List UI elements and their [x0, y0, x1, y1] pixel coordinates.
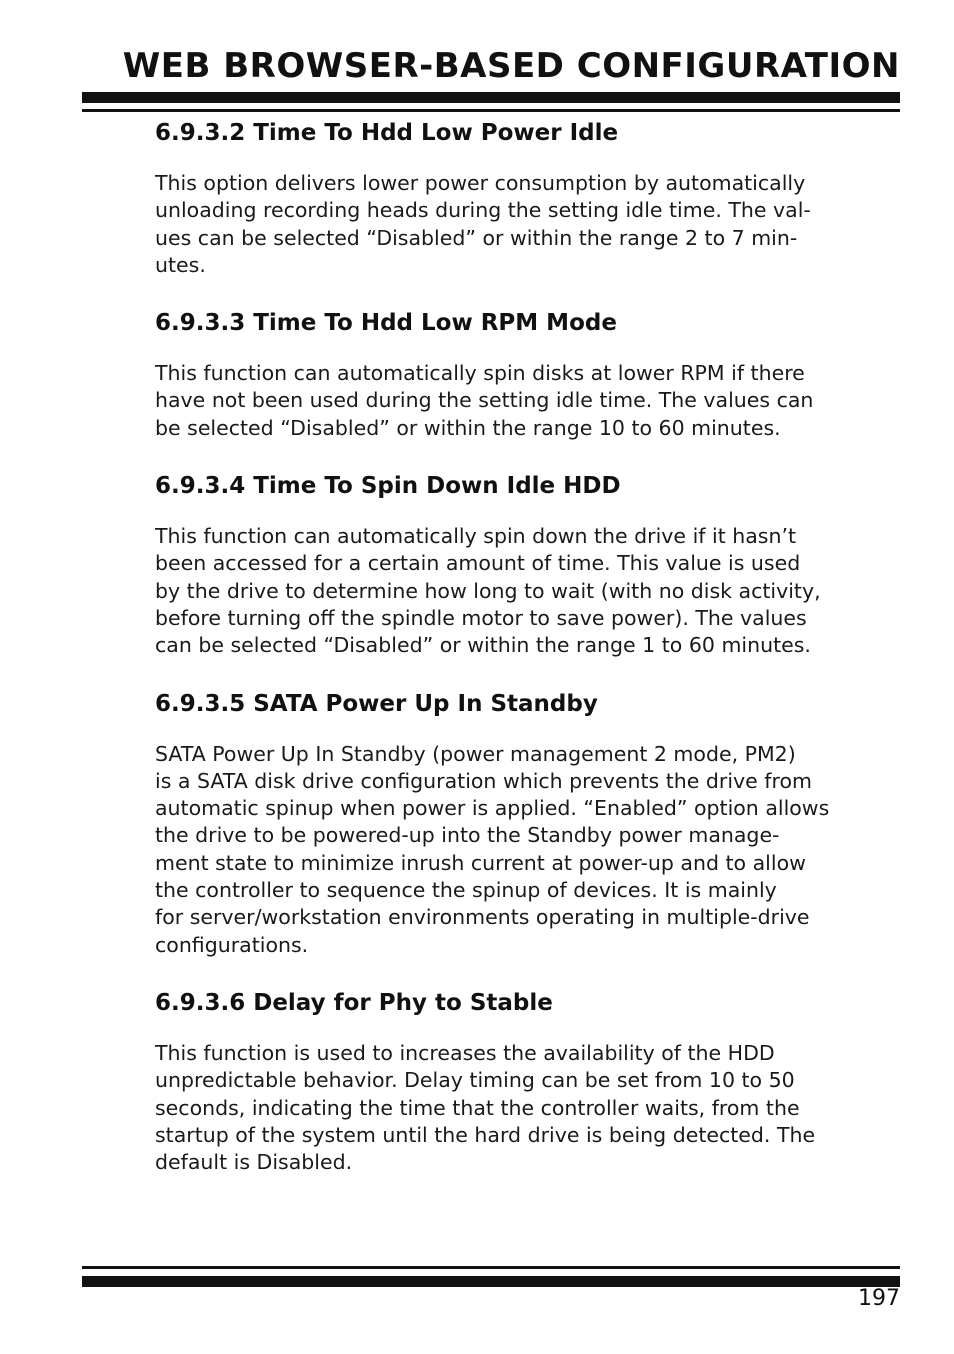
section-sata-power-up-in-standby [155, 688, 910, 959]
footer-thin-rule [82, 1266, 900, 1269]
section-body: This function can automatically spin disks at lower RPM if there have not been used during the setting idle time. The values can be selected “Disabled” or within the range 10 to 60 minutes. [155, 361, 814, 440]
section-body: This function is used to increases the availability of the HDD unpredictable behavior. Delay timing can be set from 10 to 50 seconds, indicating the time that the controller waits, from the startup of the system until the hard drive is being detected. The default is Disabled. [155, 1040, 816, 1175]
section-time-to-hdd-low-power-idle [155, 117, 910, 279]
page-number: 197 [858, 1286, 900, 1311]
section-body: This option delivers lower power consumption by automatically unloading recording heads during the setting idle time. The val- ues can be selected “Disabled” or within the range 2 to 7 min- utes. [155, 171, 811, 277]
section-heading: 6.9.3.2 Time To Hdd Low Power Idle [155, 120, 619, 146]
section-time-to-hdd-low-rpm-mode [155, 307, 910, 442]
section-delay-for-phy-to-stable [155, 987, 910, 1176]
header-thick-rule [82, 92, 900, 103]
section-time-to-spin-down-idle-hdd [155, 470, 910, 659]
page-title: WEB BROWSER-BASED CONFIGURATION [122, 46, 900, 86]
footer-thick-rule [82, 1276, 900, 1287]
section-heading: 6.9.3.5 SATA Power Up In Standby [155, 690, 598, 717]
section-body: SATA Power Up In Standby (power management 2 mode, PM2) is a SATA disk drive configuration which prevents the drive from automatic spinup when power is applied. “Enabled” option allows the drive to be powered-up into the Standby power manage- ment state to minimize inrush current at power-up and to allow the controller to sequence the spinup of devices. It is mainly for server/workstation environments operating in multiple-drive configurations. [155, 741, 830, 957]
section-body: This function can automatically spin down the drive if it hasn’t been accessed for a certain amount of time. This value is used by the drive to determine how long to wait (with no disk activity, before turning off the spindle motor to save power). The values can be selected “Disabled” or within the range 1 to 60 minutes. [155, 524, 821, 658]
section-heading: 6.9.3.6 Delay for Phy to Stable [155, 989, 553, 1016]
page-content [155, 117, 910, 1204]
section-heading: 6.9.3.4 Time To Spin Down Idle HDD [155, 473, 621, 500]
header-thin-rule [82, 109, 900, 112]
section-heading: 6.9.3.3 Time To Hdd Low RPM Mode [155, 310, 617, 337]
